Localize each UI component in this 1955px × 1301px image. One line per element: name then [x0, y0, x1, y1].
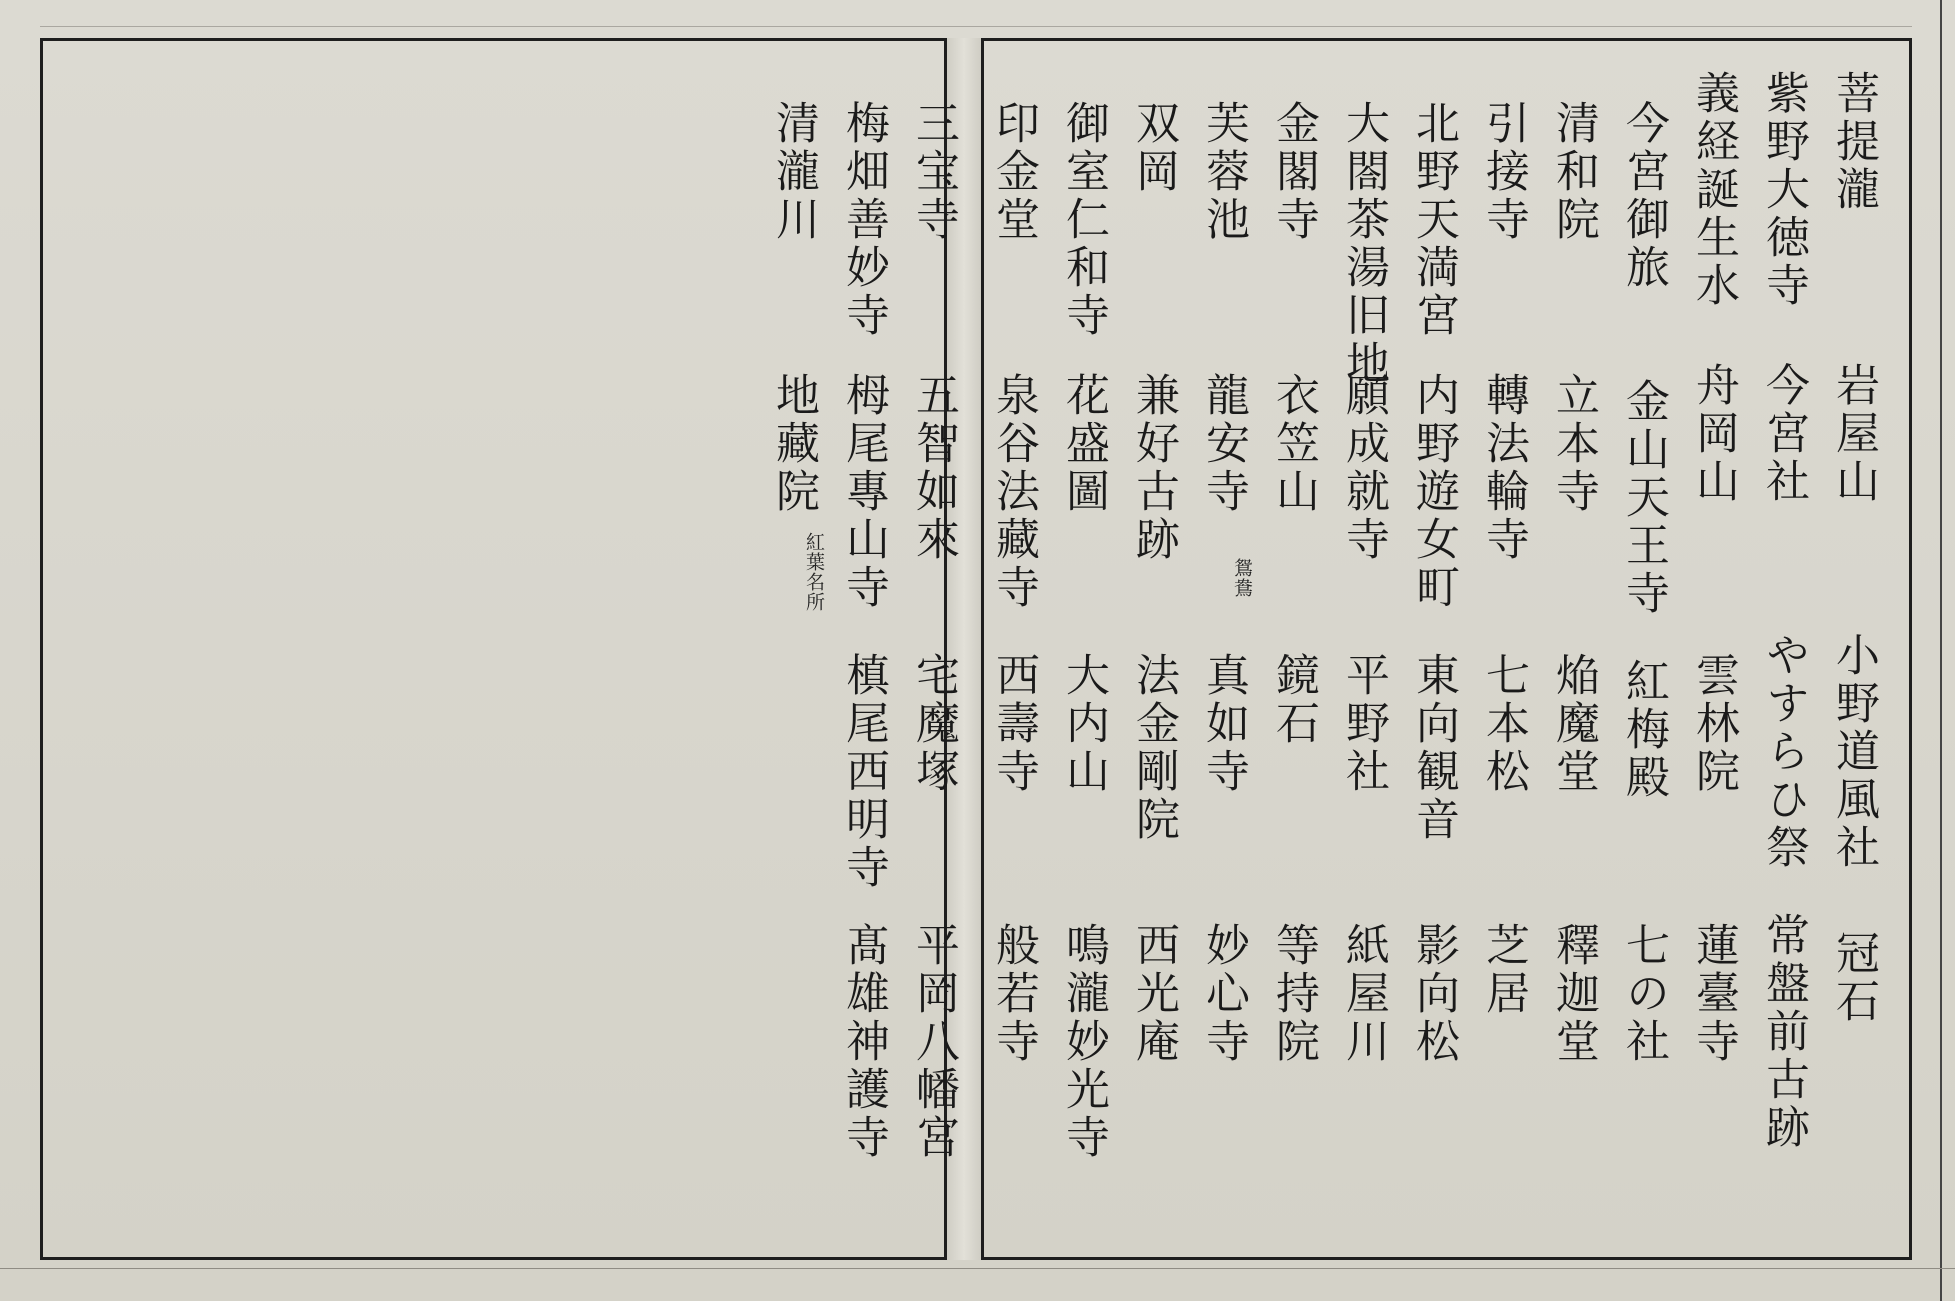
place-name: 内野遊女町: [1408, 372, 1459, 612]
place-name: 紫野大徳寺: [1758, 70, 1809, 310]
place-name: 常盤前古跡: [1758, 912, 1809, 1152]
place-name: 義経誕生水: [1688, 70, 1739, 310]
place-name: 東向観音: [1408, 652, 1459, 844]
place-name: やすらひ祭: [1758, 632, 1809, 872]
place-name: 今宮御旅: [1618, 100, 1669, 292]
place-name: 兼好古跡: [1128, 372, 1179, 564]
place-name: 釋迦堂: [1548, 922, 1599, 1066]
place-name: 清和院: [1548, 100, 1599, 244]
place-name: 平野社: [1338, 652, 1389, 796]
place-name: 双岡: [1128, 100, 1179, 196]
place-name: 龍安寺: [1198, 372, 1249, 516]
place-name: 西光庵: [1128, 922, 1179, 1066]
place-name: 芝居: [1478, 922, 1529, 1018]
place-name: 五智如來: [908, 372, 959, 564]
place-name: 泉谷法藏寺: [988, 372, 1039, 612]
place-name: 小野道風社: [1828, 632, 1879, 872]
place-name: 三宝寺: [908, 100, 959, 244]
page-right-edge: [1940, 0, 1942, 1301]
place-name: 焔魔堂: [1548, 652, 1599, 796]
place-name: 御室仁和寺: [1058, 100, 1109, 340]
place-name: 菩提瀧: [1828, 70, 1879, 214]
place-name: 舟岡山: [1688, 362, 1739, 506]
place-name: 鳴瀧妙光寺: [1058, 922, 1109, 1162]
annotation-note: 紅葉名所: [803, 532, 825, 612]
page-bottom-edge: [0, 1268, 1955, 1269]
place-name: 大閤茶湯旧地: [1338, 100, 1389, 388]
place-name: 衣笠山: [1268, 372, 1319, 516]
place-name: 印金堂: [988, 100, 1039, 244]
place-name: 轉法輪寺: [1478, 372, 1529, 564]
place-name: 七の社: [1618, 922, 1669, 1066]
place-name: 平岡八幡宮: [908, 922, 959, 1162]
place-name: 宅魔塚: [908, 652, 959, 796]
place-name: 岩屋山: [1828, 362, 1879, 506]
place-name: 槙尾西明寺: [838, 652, 889, 892]
place-name: 引接寺: [1478, 100, 1529, 244]
place-name: 妙心寺: [1198, 922, 1249, 1066]
place-name: 等持院: [1268, 922, 1319, 1066]
place-name: 紅梅殿: [1618, 658, 1669, 802]
place-name: 大内山: [1058, 652, 1109, 796]
place-name: 立本寺: [1548, 372, 1599, 516]
place-name: 雲林院: [1688, 652, 1739, 796]
place-name: 栂尾專山寺: [838, 372, 889, 612]
place-name: 花盛圖: [1058, 372, 1109, 516]
place-name: 北野天満宮: [1408, 100, 1459, 340]
place-name: 髙雄神護寺: [838, 922, 889, 1162]
place-name: 今宮社: [1758, 362, 1809, 506]
place-name: 芙蓉池: [1198, 100, 1249, 244]
place-name: 金山天王寺: [1618, 378, 1669, 618]
place-name: 梅畑善妙寺: [838, 100, 889, 340]
place-name: 般若寺: [988, 922, 1039, 1066]
place-name: 地藏院: [768, 372, 819, 516]
place-name: 真如寺: [1198, 652, 1249, 796]
place-name: 金閣寺: [1268, 100, 1319, 244]
place-name: 西壽寺: [988, 652, 1039, 796]
annotation-note: 鴛鴦: [1231, 558, 1253, 598]
place-name: 冠石: [1828, 930, 1879, 1026]
place-name: 紙屋川: [1338, 922, 1389, 1066]
place-name: 七本松: [1478, 652, 1529, 796]
place-name: 影向松: [1408, 922, 1459, 1066]
place-name: 蓮臺寺: [1688, 922, 1739, 1066]
page-top-edge: [40, 26, 1912, 27]
place-name: 鏡石: [1268, 652, 1319, 748]
place-name: 法金剛院: [1128, 652, 1179, 844]
place-name: 清瀧川: [768, 100, 819, 244]
place-name: 願成就寺: [1338, 372, 1389, 564]
